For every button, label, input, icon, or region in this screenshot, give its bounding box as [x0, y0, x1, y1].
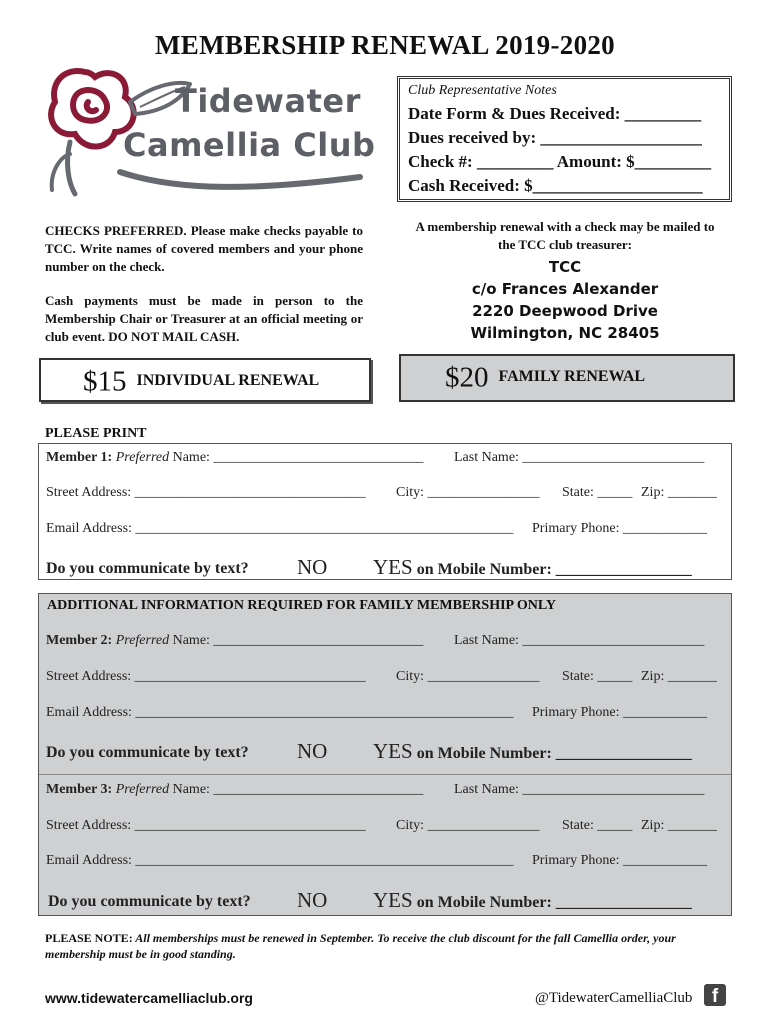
- street-field[interactable]: Street Address: _________________________________: [46, 818, 366, 833]
- zip-field[interactable]: Zip: _______: [641, 485, 717, 500]
- state-field[interactable]: State: _____: [562, 818, 633, 833]
- rep-notes-box: [397, 76, 732, 202]
- yes-mobile-field[interactable]: [373, 888, 692, 913]
- no-option[interactable]: NO: [297, 555, 328, 579]
- member-label: Member 3:: [46, 782, 113, 797]
- city-field[interactable]: City: ________________: [396, 818, 540, 833]
- mobile-label: on Mobile Number: _________________: [412, 745, 692, 762]
- yes-option[interactable]: YES: [373, 888, 413, 912]
- city-field[interactable]: City: ________________: [396, 485, 540, 500]
- checks-instructions: CHECKS PREFERRED. Please make checks payable to TCC. Write names of covered members and your phone number on the check.: [45, 223, 363, 274]
- member-name-field[interactable]: [46, 450, 423, 466]
- preferred-label: Preferred: [115, 633, 170, 648]
- individual-renewal-option[interactable]: [39, 358, 371, 402]
- mailing-address: [430, 256, 700, 344]
- family-section: [38, 593, 732, 916]
- member-divider: [39, 774, 731, 775]
- last-name-field[interactable]: Last Name: __________________________: [454, 782, 705, 797]
- street-field[interactable]: Street Address: _________________________________: [46, 669, 366, 684]
- name-blank: Name: ______________________________: [169, 633, 424, 648]
- yes-option[interactable]: YES: [373, 739, 413, 763]
- mobile-label: on Mobile Number: _________________: [412, 894, 692, 911]
- please-note-text: All memberships must be renewed in September. To receive the club discount for the fall Camellia order, your membership must be in good standing.: [45, 931, 676, 961]
- preferred-label: Preferred: [115, 450, 170, 465]
- facebook-icon[interactable]: f: [704, 984, 726, 1006]
- individual-label: INDIVIDUAL RENEWAL: [136, 372, 320, 390]
- yes-mobile-field[interactable]: [373, 739, 692, 764]
- text-question: Do you communicate by text?: [46, 560, 249, 577]
- mail-note: A membership renewal with a check may be mailed to the TCC club treasurer:: [415, 219, 715, 252]
- please-note: [45, 930, 735, 962]
- yes-mobile-field[interactable]: [373, 555, 692, 580]
- mobile-label: on Mobile Number: _________________: [412, 561, 692, 578]
- text-question: Do you communicate by text?: [46, 744, 249, 761]
- logo-text-line1: Tidewater: [175, 82, 361, 120]
- phone-field[interactable]: Primary Phone: ____________: [532, 705, 707, 720]
- member-label: Member 2:: [46, 633, 113, 648]
- member-name-field[interactable]: [46, 633, 423, 649]
- family-label: FAMILY RENEWAL: [498, 368, 646, 386]
- zip-field[interactable]: Zip: _______: [641, 669, 717, 684]
- city-field[interactable]: City: ________________: [396, 669, 540, 684]
- cash-instructions: Cash payments must be made in person to the Membership Chair or Treasurer at an official meeting or club event. DO NOT MAIL CASH.: [45, 293, 363, 344]
- family-price: $20: [445, 361, 489, 394]
- email-field[interactable]: Email Address: ______________________________________________________: [46, 705, 514, 720]
- address-line: Wilmington, NC 28405: [470, 324, 660, 342]
- address-line: c/o Frances Alexander: [471, 280, 659, 298]
- name-blank: Name: ______________________________: [169, 450, 424, 465]
- state-field[interactable]: State: _____: [562, 669, 633, 684]
- no-option[interactable]: NO: [297, 888, 328, 912]
- preferred-label: Preferred: [115, 782, 170, 797]
- rep-notes-line: Date Form & Dues Received: _________: [408, 104, 702, 123]
- page-title: MEMBERSHIP RENEWAL 2019-2020: [155, 30, 615, 60]
- please-note-lead: PLEASE NOTE:: [45, 931, 133, 945]
- no-option[interactable]: NO: [297, 739, 328, 763]
- address-line: 2220 Deepwood Drive: [472, 302, 658, 320]
- yes-option[interactable]: YES: [373, 555, 413, 579]
- name-blank: Name: ______________________________: [169, 782, 424, 797]
- member-label: Member 1:: [46, 450, 113, 465]
- family-header: ADDITIONAL INFORMATION REQUIRED FOR FAMILY MEMBERSHIP ONLY: [47, 598, 556, 613]
- text-question: Do you communicate by text?: [48, 893, 251, 910]
- rep-notes-caption: Club Representative Notes: [408, 83, 557, 98]
- logo-text-line2: Camellia Club: [123, 126, 376, 164]
- family-renewal-option[interactable]: [399, 354, 735, 402]
- last-name-field[interactable]: Last Name: __________________________: [454, 450, 705, 465]
- zip-field[interactable]: Zip: _______: [641, 818, 717, 833]
- email-field[interactable]: Email Address: ______________________________________________________: [46, 853, 514, 868]
- rep-notes-line: Cash Received: $____________________: [408, 176, 703, 195]
- address-line: TCC: [548, 258, 582, 276]
- phone-field[interactable]: Primary Phone: ____________: [532, 521, 707, 536]
- street-field[interactable]: Street Address: _________________________________: [46, 485, 366, 500]
- member-1-section: [38, 443, 732, 580]
- state-field[interactable]: State: _____: [562, 485, 633, 500]
- social-handle[interactable]: @TidewaterCamelliaClub: [535, 990, 693, 1006]
- member-name-field[interactable]: [46, 782, 423, 798]
- email-field[interactable]: Email Address: ______________________________________________________: [46, 521, 514, 536]
- individual-price: $15: [83, 365, 127, 398]
- rep-notes-line: Check #: _________ Amount: $_________: [408, 152, 712, 171]
- phone-field[interactable]: Primary Phone: ____________: [532, 853, 707, 868]
- website-link[interactable]: www.tidewatercamelliaclub.org: [45, 990, 253, 1006]
- rep-notes-line: Dues received by: ___________________: [408, 128, 702, 147]
- please-print-label: PLEASE PRINT: [45, 426, 147, 441]
- last-name-field[interactable]: Last Name: __________________________: [454, 633, 705, 648]
